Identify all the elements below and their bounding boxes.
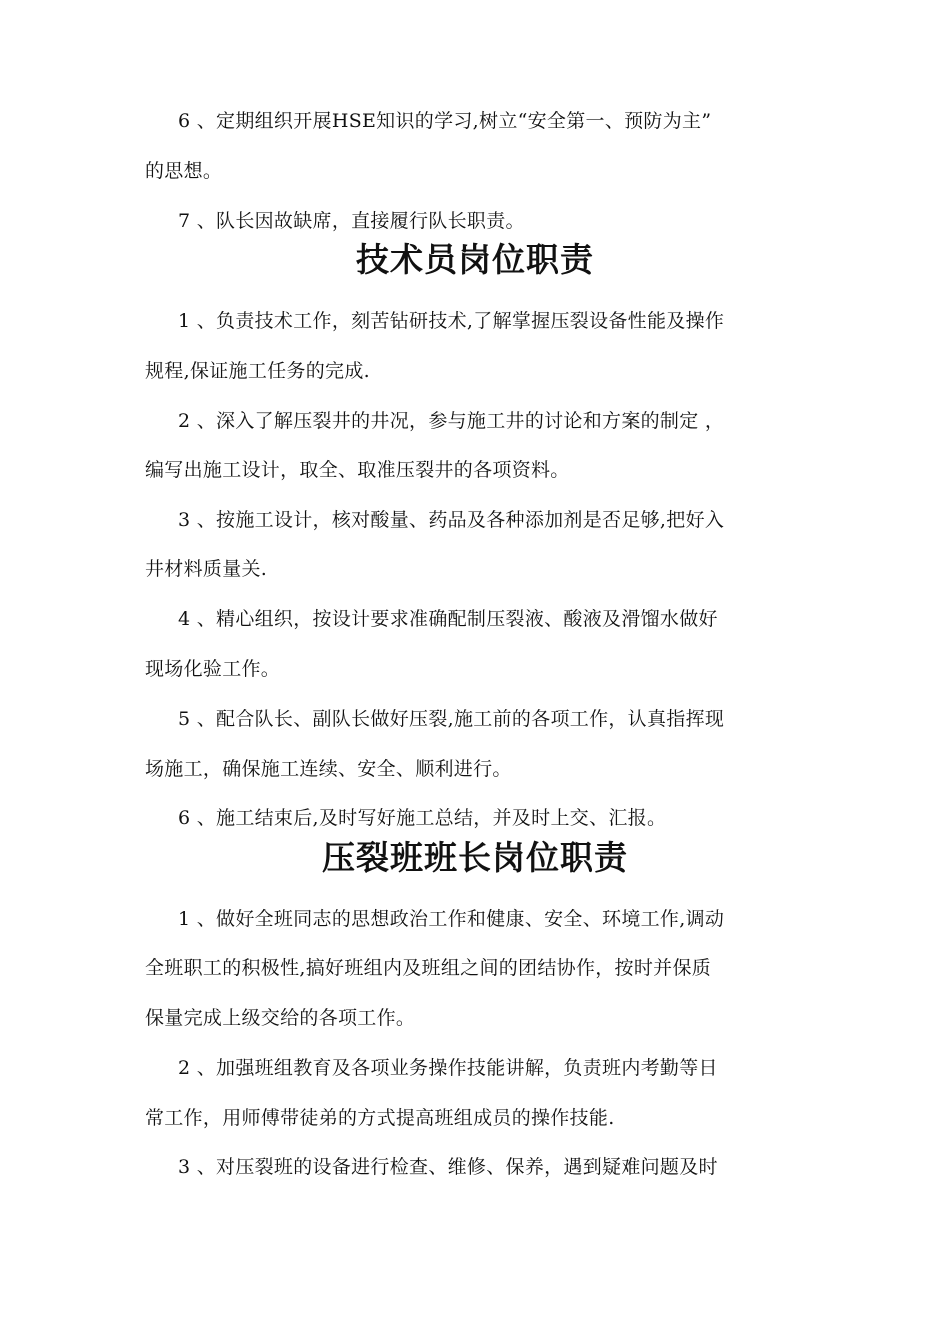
paragraph-line: 3 、按施工设计，核对酸量、药品及各种添加剂是否足够,把好入	[178, 509, 725, 531]
paragraph-line: 井材料质量关.	[145, 558, 268, 580]
paragraph-line: 6 、定期组织开展HSE知识的学习,树立“安全第一、预防为主”	[178, 110, 712, 132]
paragraph-line: 1 、做好全班同志的思想政治工作和健康、安全、环境工作,调动	[178, 908, 725, 930]
paragraph-line: 3 、对压裂班的设备进行检查、维修、保养，遇到疑难问题及时	[178, 1156, 718, 1178]
paragraph-line: 规程,保证施工任务的完成.	[145, 360, 370, 382]
paragraph-line: 4 、精心组织，按设计要求准确配制压裂液、酸液及滑馏水做好	[178, 608, 718, 630]
paragraph-line: 2 、加强班组教育及各项业务操作技能讲解，负责班内考勤等日	[178, 1057, 718, 1079]
paragraph-line: 7 、队长因故缺席，直接履行队长职责。	[178, 210, 525, 232]
paragraph-line: 2 、深入了解压裂井的井况，参与施工井的讨论和方案的制定 ，	[178, 410, 725, 432]
paragraph-line: 6 、施工结束后,及时写好施工总结，并及时上交、汇报。	[178, 807, 667, 829]
paragraph-line: 保量完成上级交给的各项工作。	[145, 1007, 416, 1029]
section-heading-squad-leader: 压裂班班长岗位职责	[322, 838, 628, 877]
paragraph-line: 全班职工的积极性,搞好班组内及班组之间的团结协作，按时并保质	[145, 957, 712, 979]
section-heading-technician: 技术员岗位职责	[356, 240, 594, 279]
paragraph-line: 5 、配合队长、副队长做好压裂,施工前的各项工作，认真指挥现	[178, 708, 725, 730]
paragraph-line: 编写出施工设计，取全、取准压裂井的各项资料。	[145, 459, 570, 481]
paragraph-line: 1 、负责技术工作，刻苦钻研技术,了解掌握压裂设备性能及操作	[178, 310, 725, 332]
paragraph-line: 常工作，用师傅带徒弟的方式提高班组成员的操作技能.	[145, 1107, 615, 1129]
paragraph-line: 场施工，确保施工连续、安全、顺利进行。	[145, 758, 512, 780]
paragraph-line: 的思想。	[145, 160, 223, 182]
paragraph-line: 现场化验工作。	[145, 658, 281, 680]
